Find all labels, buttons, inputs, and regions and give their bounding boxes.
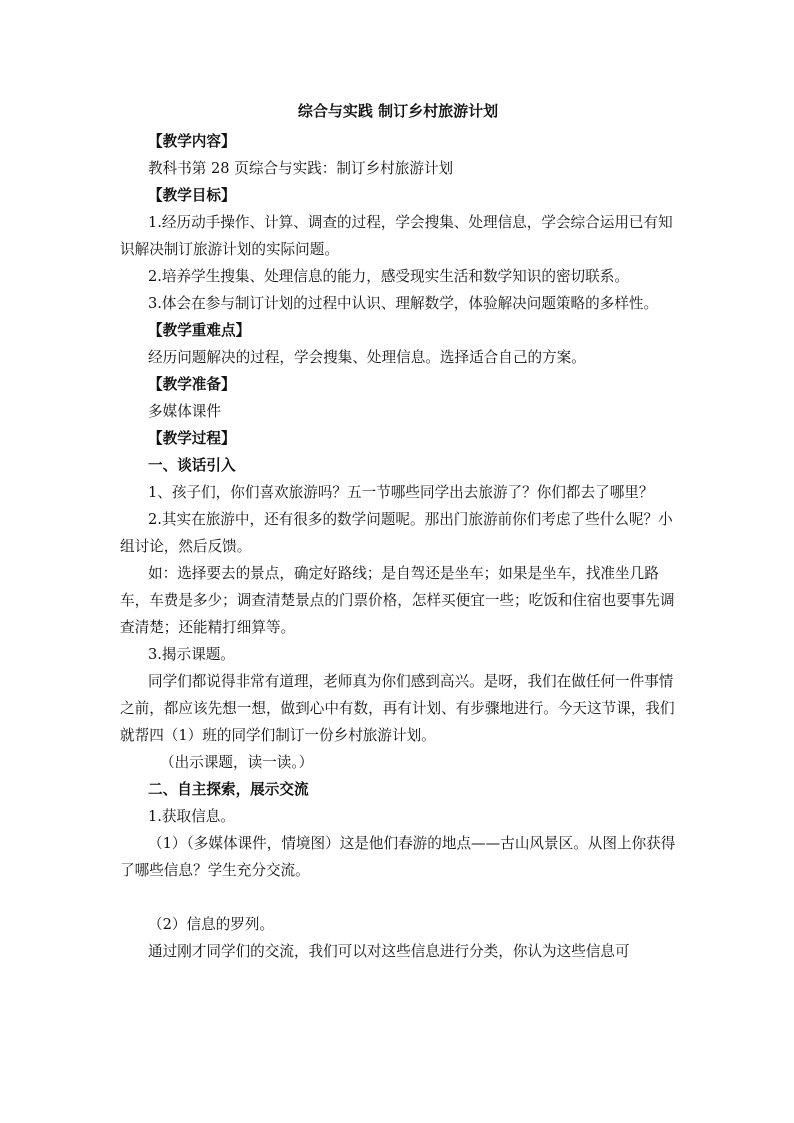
document-body <box>120 96 676 965</box>
goal-3: 3.体会在参与制订计划的过程中认识、理解数学，体验解决问题策略的多样性。 <box>148 295 659 312</box>
part-2-paragraph-2: （1）（多媒体课件，情境图）这是他们春游的地点——古山风景区。从图上你获得了哪些信息？学生充分交流。 <box>120 835 676 879</box>
goal-2: 2.培养学生搜集、处理信息的能力，感受现实生活和数学知识的密切联系。 <box>148 268 629 285</box>
key-points-text: 经历问题解决的过程，学会搜集、处理信息。选择适合自己的方案。 <box>148 349 586 366</box>
part-1-paragraph-6: （出示课题，读一读。） <box>160 754 314 771</box>
document-title: 综合与实践 制订乡村旅游计划 <box>297 102 499 120</box>
part-1-paragraph-1: 1、孩子们，你们喜欢旅游吗？五一节哪些同学出去旅游了？你们都去了哪里？ <box>148 484 654 501</box>
section-heading-key-points: 【教学重难点】 <box>148 322 251 339</box>
part-2-paragraph-3: （2）信息的罗列。 <box>148 916 275 933</box>
paragraph-gap <box>120 884 676 911</box>
section-heading-content: 【教学内容】 <box>148 133 236 150</box>
preparation-text: 多媒体课件 <box>148 403 221 420</box>
part-2-heading: 二、自主探索，展示交流 <box>148 781 309 798</box>
part-2-paragraph-1: 1.获取信息。 <box>148 808 235 825</box>
section-heading-preparation: 【教学准备】 <box>148 376 236 393</box>
part-1-paragraph-2: 2.其实在旅游中，还有很多的数学问题呢。那出门旅游前你们考虑了些什么呢？小组讨论，然后反馈。 <box>120 511 673 555</box>
section-heading-goals: 【教学目标】 <box>148 187 236 204</box>
goal-1: 1.经历动手操作、计算、调查的过程，学会搜集、处理信息，学会综合运用已有知识解决制订旅游计划的实际问题。 <box>120 214 673 258</box>
section-heading-process: 【教学过程】 <box>148 430 236 447</box>
content-text: 教科书第 28 页综合与实践：制订乡村旅游计划 <box>148 160 454 177</box>
part-1-paragraph-5: 同学们都说得非常有道理，老师真为你们感到高兴。是呀，我们在做任何一件事情之前，都应该先想一想，做到心中有数，再有计划、有步骤地进行。今天这节课，我们就帮四（1）班的同学们制订一份乡村旅游计划。 <box>120 673 675 744</box>
part-2-paragraph-4: 通过刚才同学们的交流，我们可以对这些信息进行分类，你认为这些信息可 <box>148 943 630 960</box>
part-1-paragraph-3: 如：选择要去的景点，确定好路线；是自驾还是坐车；如果是坐车，找准坐几路车，车费是多少；调查清楚景点的门票价格，怎样买便宜一些；吃饭和住宿也要事先调查清楚；还能精打细算等。 <box>120 565 675 636</box>
part-1-heading: 一、谈话引入 <box>148 457 236 474</box>
part-1-paragraph-4: 3.揭示课题。 <box>148 646 235 663</box>
